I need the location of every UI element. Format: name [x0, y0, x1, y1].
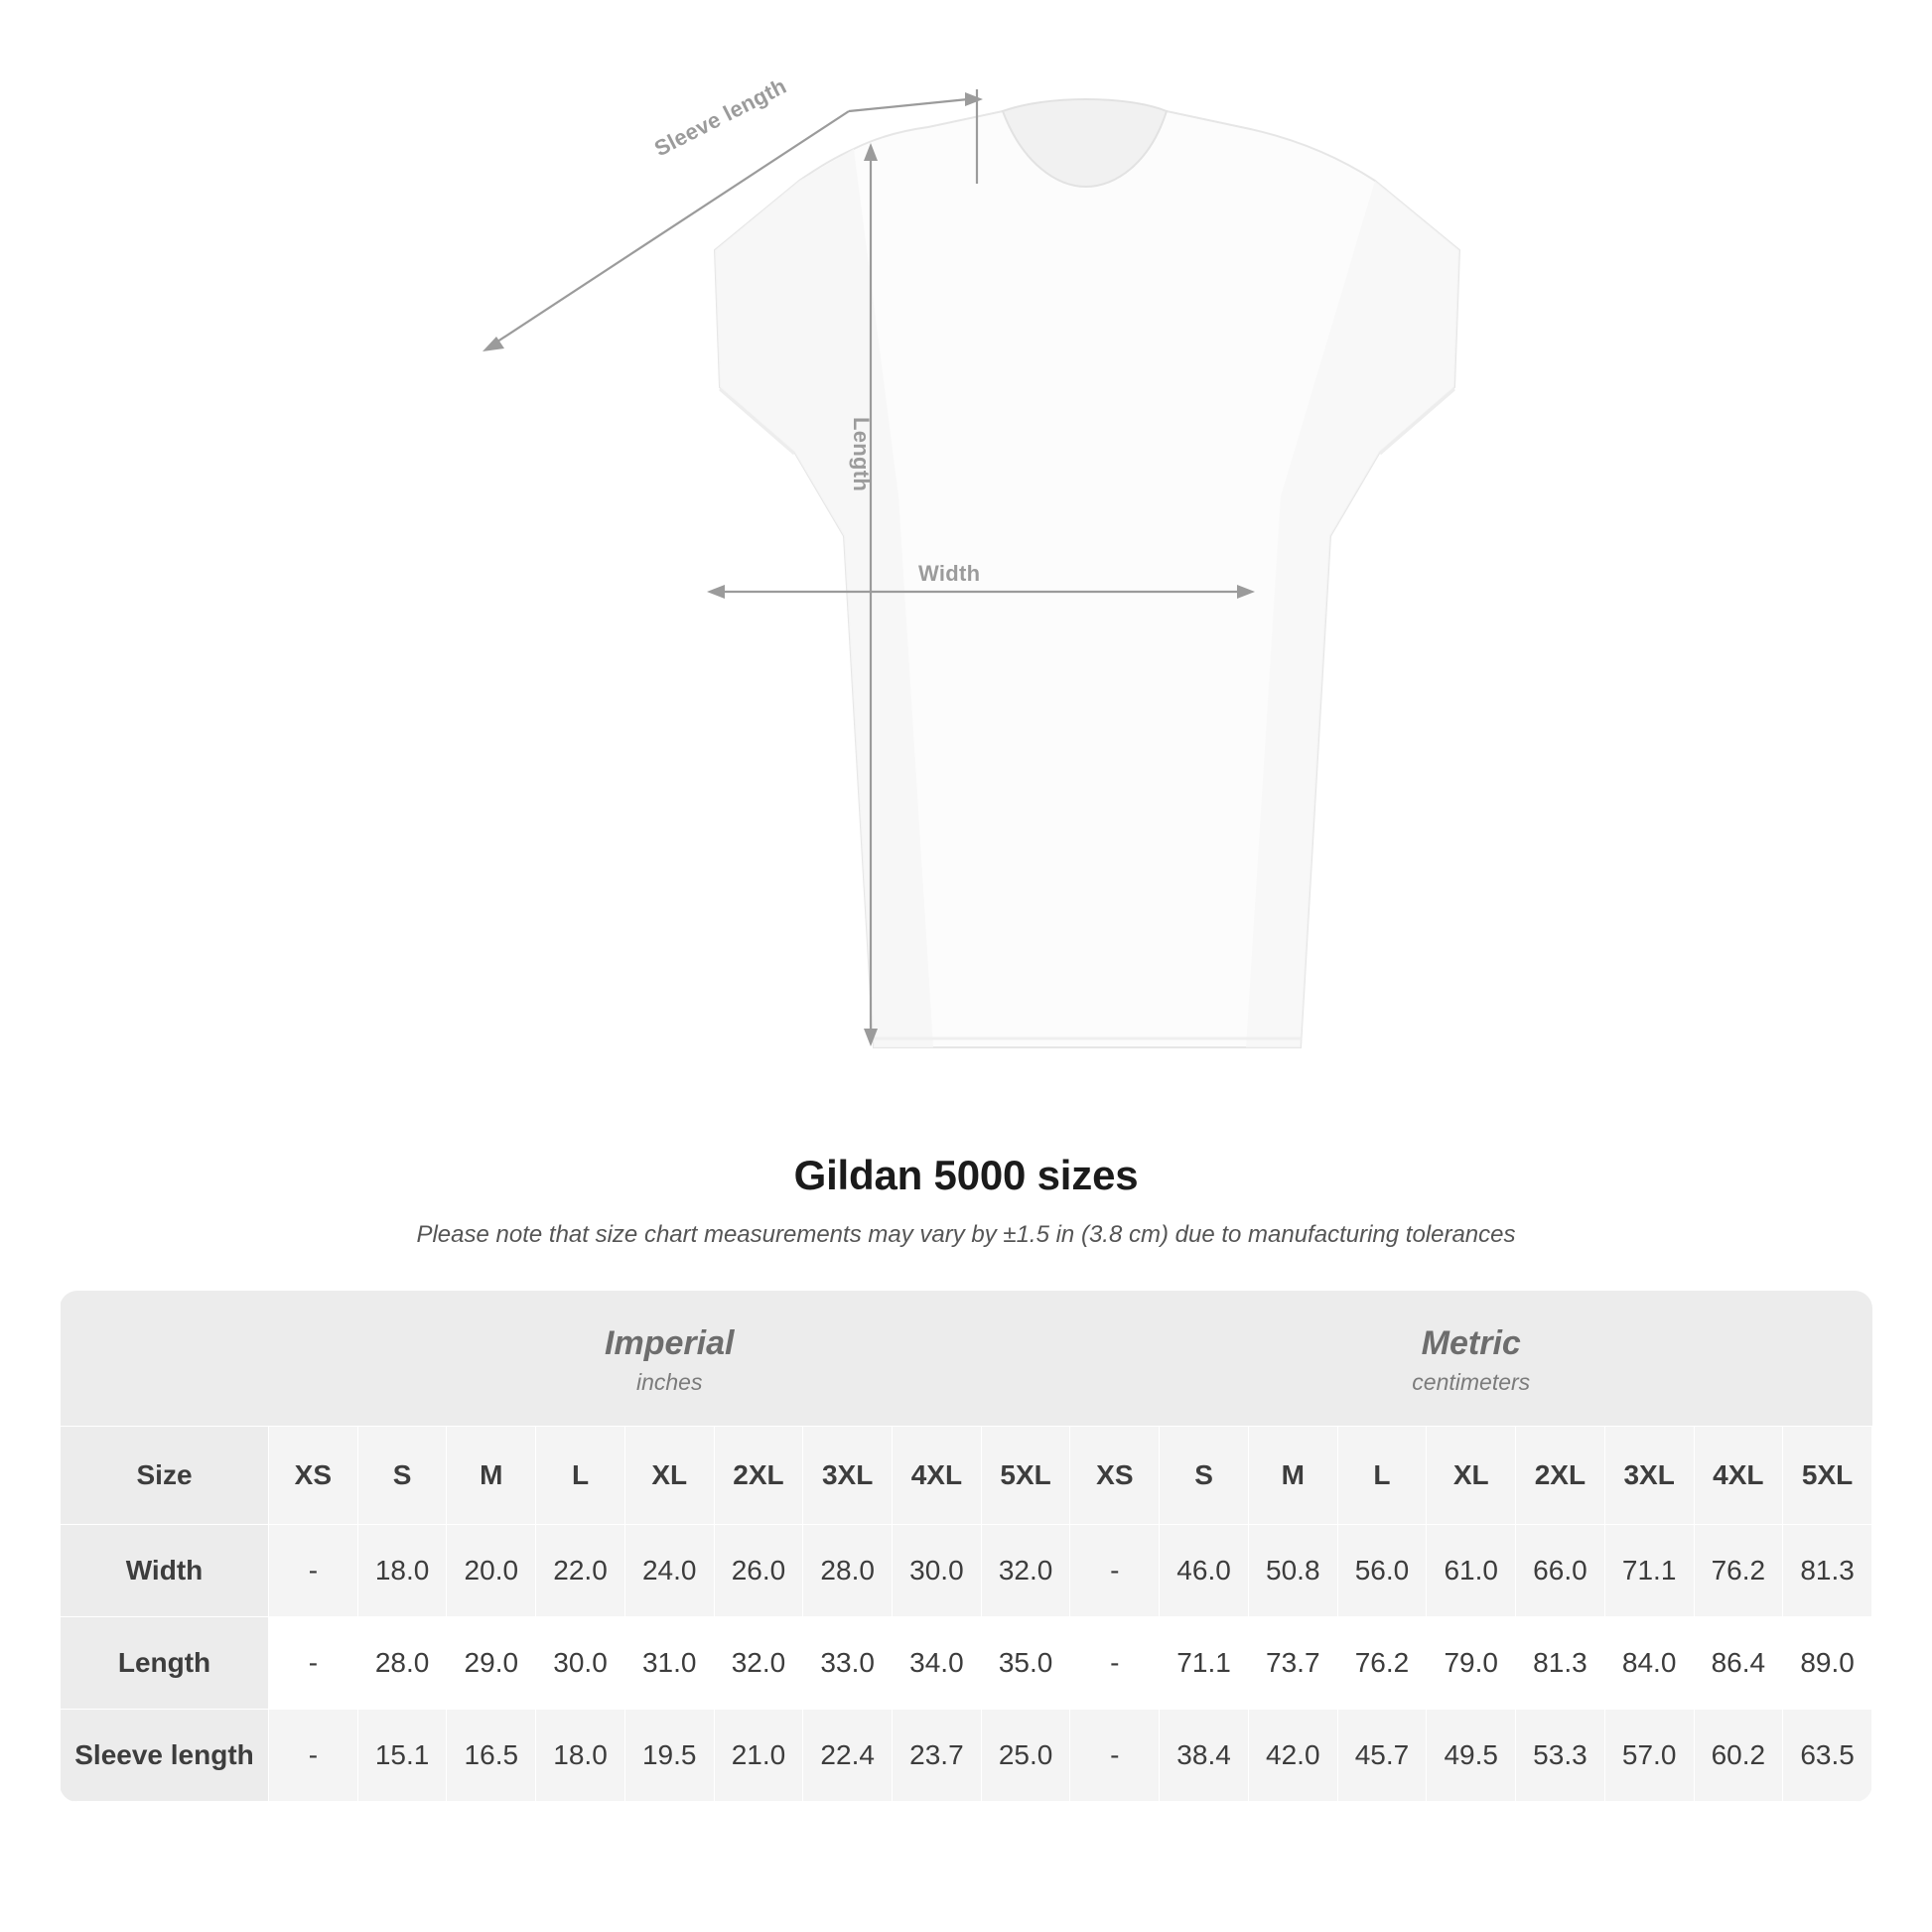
- width-dimension-label: Width: [918, 561, 981, 586]
- cell-length-imperial-l: 30.0: [536, 1617, 625, 1710]
- cell-width-metric-l: 56.0: [1337, 1525, 1427, 1617]
- size-table: [60, 1291, 1872, 1802]
- size-header-label: Size: [61, 1427, 269, 1525]
- cell-length-metric-2xl: 81.3: [1516, 1617, 1605, 1710]
- cell-sleeve-imperial-4xl: 23.7: [893, 1710, 982, 1802]
- size-header-imperial-m: M: [447, 1427, 536, 1525]
- size-header-imperial-xl: XL: [624, 1427, 714, 1525]
- cell-width-metric-4xl: 76.2: [1694, 1525, 1783, 1617]
- cell-length-imperial-m: 29.0: [447, 1617, 536, 1710]
- size-header-imperial-xs: XS: [269, 1427, 358, 1525]
- cell-sleeve-metric-s: 38.4: [1160, 1710, 1249, 1802]
- cell-width-metric-s: 46.0: [1160, 1525, 1249, 1617]
- cell-length-metric-5xl: 89.0: [1783, 1617, 1872, 1710]
- cell-length-metric-3xl: 84.0: [1604, 1617, 1694, 1710]
- size-header-imperial-s: S: [357, 1427, 447, 1525]
- cell-sleeve-metric-5xl: 63.5: [1783, 1710, 1872, 1802]
- size-header-metric-l: L: [1337, 1427, 1427, 1525]
- cell-length-imperial-xs: -: [269, 1617, 358, 1710]
- cell-sleeve-imperial-l: 18.0: [536, 1710, 625, 1802]
- cell-sleeve-imperial-s: 15.1: [357, 1710, 447, 1802]
- size-header-metric-4xl: 4XL: [1694, 1427, 1783, 1525]
- cell-width-imperial-xl: 24.0: [624, 1525, 714, 1617]
- cell-sleeve-imperial-3xl: 22.4: [803, 1710, 893, 1802]
- tshirt-shape: [715, 99, 1459, 1047]
- cell-length-imperial-3xl: 33.0: [803, 1617, 893, 1710]
- table-row: [61, 1617, 1872, 1710]
- cell-length-imperial-4xl: 34.0: [893, 1617, 982, 1710]
- cell-width-imperial-5xl: 32.0: [981, 1525, 1070, 1617]
- unit-group-metric-unit: centimeters: [1412, 1369, 1531, 1396]
- unit-group-metric-name: Metric: [1421, 1324, 1521, 1362]
- cell-sleeve-metric-2xl: 53.3: [1516, 1710, 1605, 1802]
- size-header-metric-xl: XL: [1427, 1427, 1516, 1525]
- row-label-sleeve-length: Sleeve length: [61, 1710, 269, 1802]
- unit-group-row: [61, 1291, 1872, 1427]
- length-dimension-label: Length: [849, 417, 874, 492]
- unit-group-imperial-name: Imperial: [605, 1324, 735, 1362]
- cell-width-imperial-s: 18.0: [357, 1525, 447, 1617]
- size-header-imperial-5xl: 5XL: [981, 1427, 1070, 1525]
- size-header-metric-s: S: [1160, 1427, 1249, 1525]
- cell-length-metric-xl: 79.0: [1427, 1617, 1516, 1710]
- cell-width-imperial-2xl: 26.0: [714, 1525, 803, 1617]
- size-header-imperial-3xl: 3XL: [803, 1427, 893, 1525]
- unit-group-imperial-unit: inches: [635, 1369, 703, 1396]
- cell-length-imperial-5xl: 35.0: [981, 1617, 1070, 1710]
- title-block: [0, 1152, 1932, 1249]
- cell-sleeve-imperial-xs: -: [269, 1710, 358, 1802]
- cell-sleeve-metric-xs: -: [1070, 1710, 1160, 1802]
- cell-width-metric-2xl: 66.0: [1516, 1525, 1605, 1617]
- sleeve-length-dimension-label: Sleeve length: [650, 72, 791, 162]
- cell-sleeve-imperial-xl: 19.5: [624, 1710, 714, 1802]
- cell-width-metric-xs: -: [1070, 1525, 1160, 1617]
- size-table-wrapper: [60, 1291, 1872, 1802]
- size-header-metric-2xl: 2XL: [1516, 1427, 1605, 1525]
- page-title: Gildan 5000 sizes: [793, 1152, 1139, 1198]
- cell-sleeve-metric-xl: 49.5: [1427, 1710, 1516, 1802]
- size-header-imperial-l: L: [536, 1427, 625, 1525]
- cell-sleeve-metric-3xl: 57.0: [1604, 1710, 1694, 1802]
- row-label-width: Width: [61, 1525, 269, 1617]
- tolerance-note: Please note that size chart measurements may vary by ±1.5 in (3.8 cm) due to manufacturing tolerances: [416, 1221, 1516, 1248]
- row-label-length: Length: [61, 1617, 269, 1710]
- cell-length-metric-l: 76.2: [1337, 1617, 1427, 1710]
- size-header-row: [61, 1427, 1872, 1525]
- cell-length-metric-s: 71.1: [1160, 1617, 1249, 1710]
- size-header-metric-xs: XS: [1070, 1427, 1160, 1525]
- cell-width-metric-5xl: 81.3: [1783, 1525, 1872, 1617]
- cell-width-imperial-l: 22.0: [536, 1525, 625, 1617]
- cell-sleeve-imperial-2xl: 21.0: [714, 1710, 803, 1802]
- cell-length-metric-m: 73.7: [1248, 1617, 1337, 1710]
- cell-width-imperial-3xl: 28.0: [803, 1525, 893, 1617]
- cell-sleeve-imperial-m: 16.5: [447, 1710, 536, 1802]
- table-row: [61, 1710, 1872, 1802]
- cell-sleeve-metric-m: 42.0: [1248, 1710, 1337, 1802]
- size-header-imperial-4xl: 4XL: [893, 1427, 982, 1525]
- cell-width-imperial-4xl: 30.0: [893, 1525, 982, 1617]
- cell-width-imperial-m: 20.0: [447, 1525, 536, 1617]
- cell-length-imperial-s: 28.0: [357, 1617, 447, 1710]
- cell-length-imperial-2xl: 32.0: [714, 1617, 803, 1710]
- unit-group-imperial: [269, 1291, 1070, 1427]
- cell-width-metric-3xl: 71.1: [1604, 1525, 1694, 1617]
- unit-group-metric: [1070, 1291, 1872, 1427]
- cell-length-metric-xs: -: [1070, 1617, 1160, 1710]
- table-row: [61, 1525, 1872, 1617]
- cell-length-imperial-xl: 31.0: [624, 1617, 714, 1710]
- size-header-metric-5xl: 5XL: [1783, 1427, 1872, 1525]
- cell-sleeve-metric-l: 45.7: [1337, 1710, 1427, 1802]
- cell-width-imperial-xs: -: [269, 1525, 358, 1617]
- cell-sleeve-imperial-5xl: 25.0: [981, 1710, 1070, 1802]
- cell-length-metric-4xl: 86.4: [1694, 1617, 1783, 1710]
- cell-sleeve-metric-4xl: 60.2: [1694, 1710, 1783, 1802]
- cell-width-metric-m: 50.8: [1248, 1525, 1337, 1617]
- size-header-metric-m: M: [1248, 1427, 1337, 1525]
- size-header-metric-3xl: 3XL: [1604, 1427, 1694, 1525]
- size-header-imperial-2xl: 2XL: [714, 1427, 803, 1525]
- cell-width-metric-xl: 61.0: [1427, 1525, 1516, 1617]
- table-corner-cell: [61, 1291, 269, 1427]
